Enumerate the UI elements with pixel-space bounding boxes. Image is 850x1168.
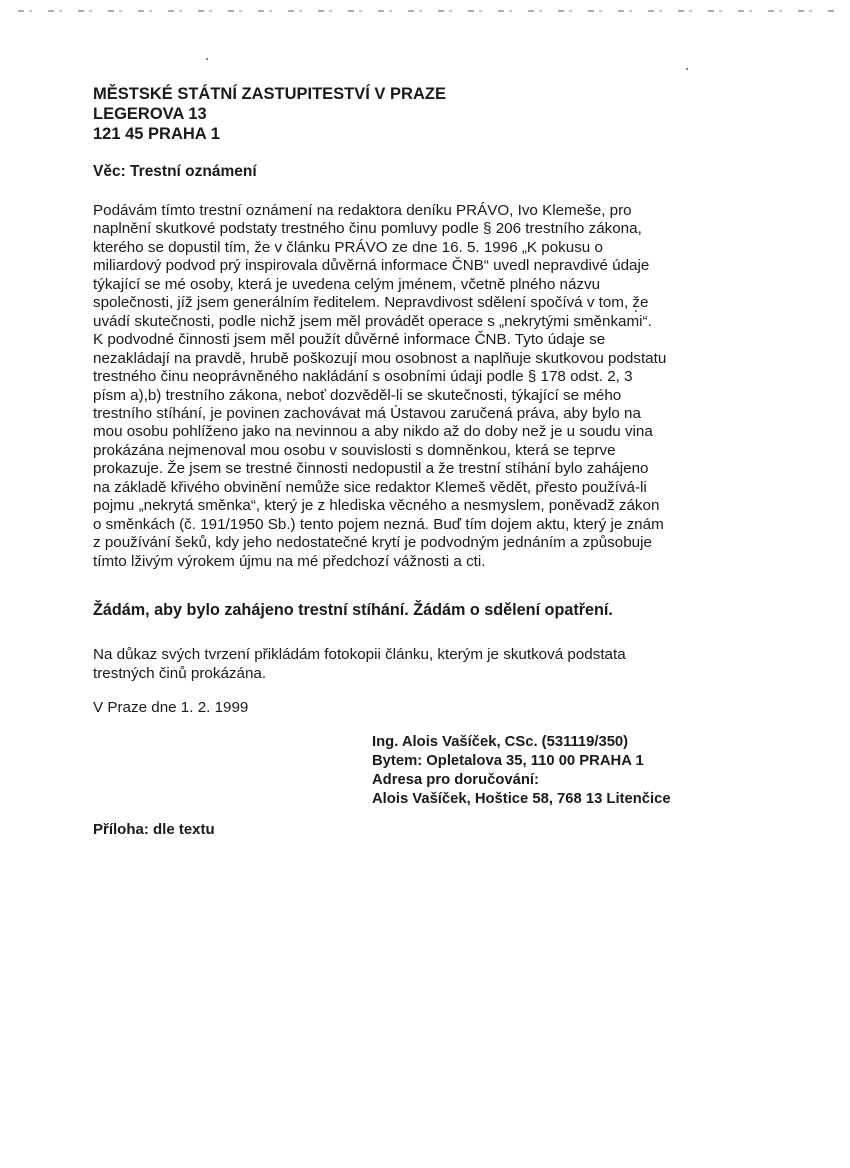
recipient-address	[93, 84, 446, 144]
body-line: společnosti, jíž jsem generálním ředitelem. Nepravdivost sdělení spočívá v tom, že	[93, 294, 649, 312]
body-line: tímto lživým výrokem újmu na mé předchozí vážnosti a cti.	[93, 552, 486, 570]
subject-line: Věc: Trestní oznámení	[93, 163, 257, 180]
scan-speck	[206, 58, 208, 60]
signatory-residence: Bytem: Opletalova 35, 110 00 PRAHA 1	[372, 753, 644, 769]
body-line: trestního stíhání, je povinen zachovávat má Ústavou zaručená práva, aby bylo na	[93, 404, 641, 422]
body-line: trestného činu neoprávněného nakládání s osobními údaji podle § 178 odst. 2, 3	[93, 368, 633, 386]
proof-paragraph	[93, 645, 626, 683]
delivery-address-label: Adresa pro doručování:	[372, 772, 539, 788]
demand-statement: Žádám, aby bylo zahájeno trestní stíhání. Žádám o sdělení opatření.	[93, 601, 613, 619]
body-line: uvádí skutečnosti, podle nichž jsem měl provádět operace s „nekrytými směnkami“.	[93, 312, 652, 330]
place-and-date: V Praze dne 1. 2. 1999	[93, 699, 249, 716]
body-line: týkající se mé osoby, která je uvedena celým jménem, včetně plného názvu	[93, 275, 601, 293]
address-line: LEGEROVA 13	[93, 105, 207, 123]
body-line: naplnění skutkové podstaty trestného činu pomluvy podle § 206 trestního zákona,	[93, 220, 642, 238]
body-line: kterého se dopustil tím, že v článku PRÁVO ze dne 16. 5. 1996 „K pokusu o	[93, 238, 603, 256]
address-line: MĚSTSKÉ STÁTNÍ ZASTUPITESTVÍ V PRAZE	[93, 85, 446, 103]
scan-speck	[686, 68, 688, 70]
signature-block	[372, 733, 671, 809]
body-line: z používání šeků, kdy jeho nedostatečné krytí je podvodným jednáním a způsobuje	[93, 534, 652, 552]
body-line: K podvodné činnosti jsem měl použít důvěrné informace ČNB. Tyto údaje se	[93, 331, 606, 349]
address-line: 121 45 PRAHA 1	[93, 125, 220, 143]
body-line: na základě křivého obvinění nemůže sice redaktor Klemeš vědět, přesto používá-li	[93, 478, 647, 496]
body-line: pojmu „nekrytá směnka“, který je z hlediska věcného a nesmyslem, poněvadž zákon	[93, 497, 660, 515]
body-line: mou osobu pohlíženo jako na nevinnou a aby nikdo až do doby než je u soudu vina	[93, 423, 653, 441]
body-line: o směnkách (č. 191/1950 Sb.) tento pojem nezná. Buď tím dojem aktu, který je znám	[93, 515, 664, 533]
body-line: Podávám tímto trestní oznámení na redaktora deníku PRÁVO, Ivo Klemeše, pro	[93, 202, 632, 219]
body-line: prokázána nejmenoval mou osobu v souvislosti s domněnkou, která se teprve	[93, 441, 616, 459]
body-line: písm a),b) trestního zákona, neboť dozvěděl-li se skutečnosti, týkající se mého	[93, 386, 622, 404]
body-line: miliardový podvod prý inspirovala důvěrná informace ČNB“ uvedl nepravdivé údaje	[93, 257, 650, 275]
body-line: prokazuje. Že jsem se trestné činnosti nedopustil a že trestní stíhání bylo zahájeno	[93, 460, 649, 478]
letter-body	[93, 202, 733, 571]
proof-line: trestných činů prokázána.	[93, 665, 267, 682]
delivery-address: Alois Vašíček, Hoštice 58, 768 13 Litenčice	[372, 791, 671, 807]
signatory-name: Ing. Alois Vašíček, CSc. (531119/350)	[372, 734, 629, 750]
proof-line: Na důkaz svých tvrzení přikládám fotokopii článku, kterým je skutková podstata	[93, 646, 626, 663]
attachment-note: Příloha: dle textu	[93, 821, 215, 838]
body-line: nezakládají na pravdě, hrubě poškozují mou osobnost a naplňuje skutkovou podstatu	[93, 349, 667, 367]
scan-artifact-line	[18, 10, 838, 12]
